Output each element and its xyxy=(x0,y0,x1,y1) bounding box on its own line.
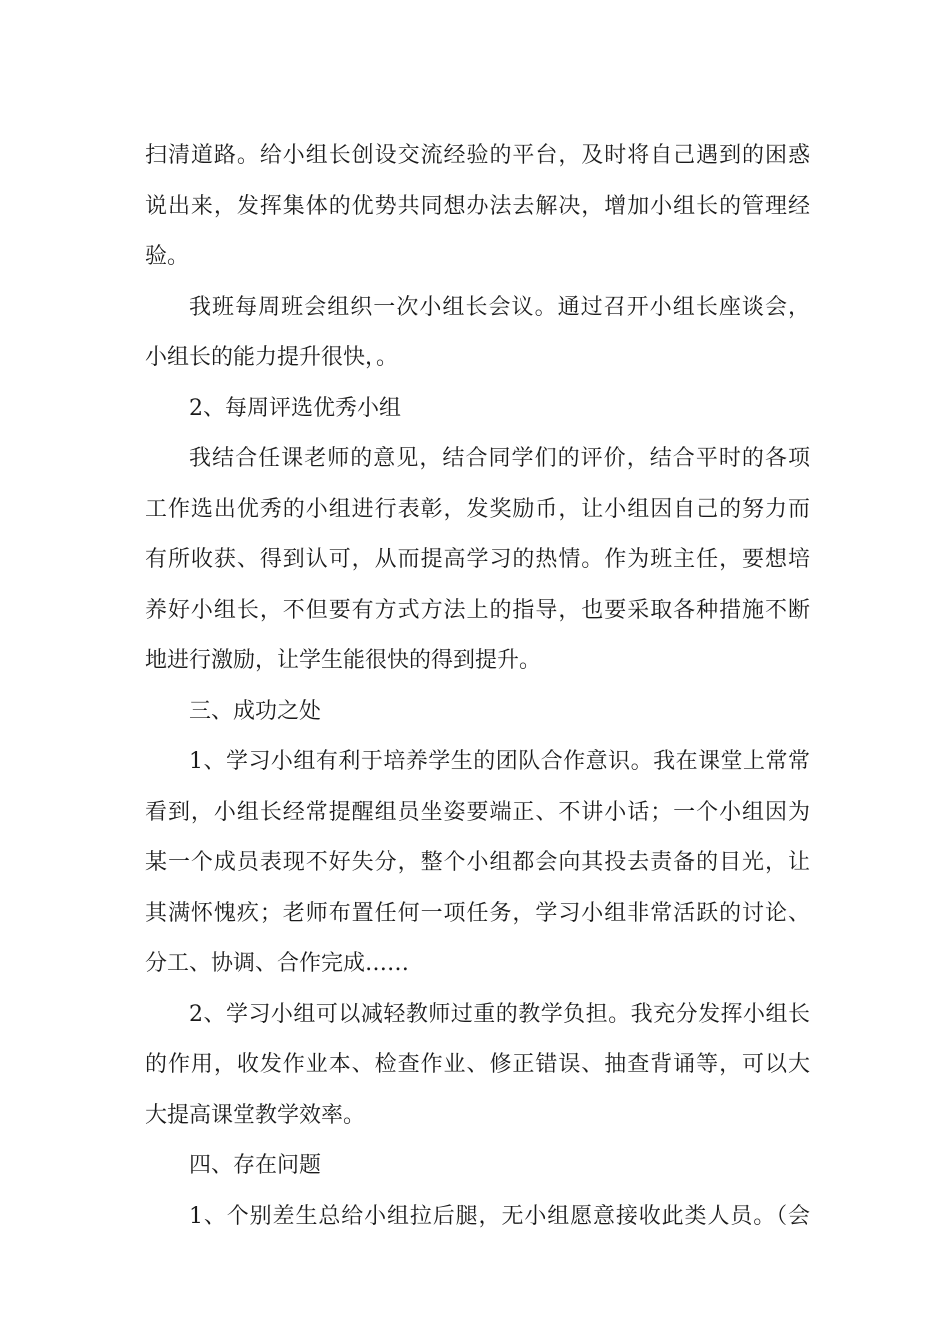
text-line: 的作用，收发作业本、检查作业、修正错误、抽查背诵等，可以大 xyxy=(145,1052,810,1077)
text-line: 分工、协调、合作完成…… xyxy=(145,951,410,976)
text-line: 某一个成员表现不好失分，整个小组都会向其投去责备的目光，让 xyxy=(145,850,810,875)
text-line: 1、个别差生总给小组拉后腿，无小组愿意接收此类人员。（会 xyxy=(189,1203,810,1229)
text-line: 大提高课堂教学效率。 xyxy=(145,1102,366,1128)
text-line: 地进行激励，让学生能很快的得到提升。 xyxy=(145,648,542,673)
text-line: 我结合任课老师的意见，结合同学们的评价，结合平时的各项 xyxy=(189,446,810,471)
text-line: 有所收获、得到认可，从而提高学习的热情。作为班主任，要想培 xyxy=(145,547,810,572)
text-line: 四、存在问题 xyxy=(189,1153,322,1178)
text-line: 看到，小组长经常提醒组员坐姿要端正、不讲小话；一个小组因为 xyxy=(145,799,810,825)
text-line: 养好小组长，不但要有方式方法上的指导，也要采取各种措施不断 xyxy=(145,597,810,623)
text-line: 其满怀愧疚；老师布置任何一项任务，学习小组非常活跃的讨论、 xyxy=(145,900,810,926)
text-line: 工作选出优秀的小组进行表彰，发奖励币，让小组因自己的努力而 xyxy=(145,496,810,522)
text-line: 说出来，发挥集体的优势共同想办法去解决，增加小组长的管理经 xyxy=(145,193,810,219)
text-line: 我班每周班会组织一次小组长会议。通过召开小组长座谈会， xyxy=(189,294,810,320)
text-line: 三、成功之处 xyxy=(189,698,322,724)
text-line: 扫清道路。给小组长创设交流经验的平台，及时将自己遇到的困惑 xyxy=(145,143,810,168)
text-line: 2、学习小组可以减轻教师过重的教学负担。我充分发挥小组长 xyxy=(189,1001,810,1027)
text-line: 小组长的能力提升很快，。 xyxy=(145,345,399,370)
text-line: 1、学习小组有利于培养学生的团队合作意识。我在课堂上常常 xyxy=(189,749,810,774)
text-line: 验。 xyxy=(145,244,190,269)
text-line: 2、每周评选优秀小组 xyxy=(189,395,401,421)
document-body xyxy=(145,131,810,1242)
